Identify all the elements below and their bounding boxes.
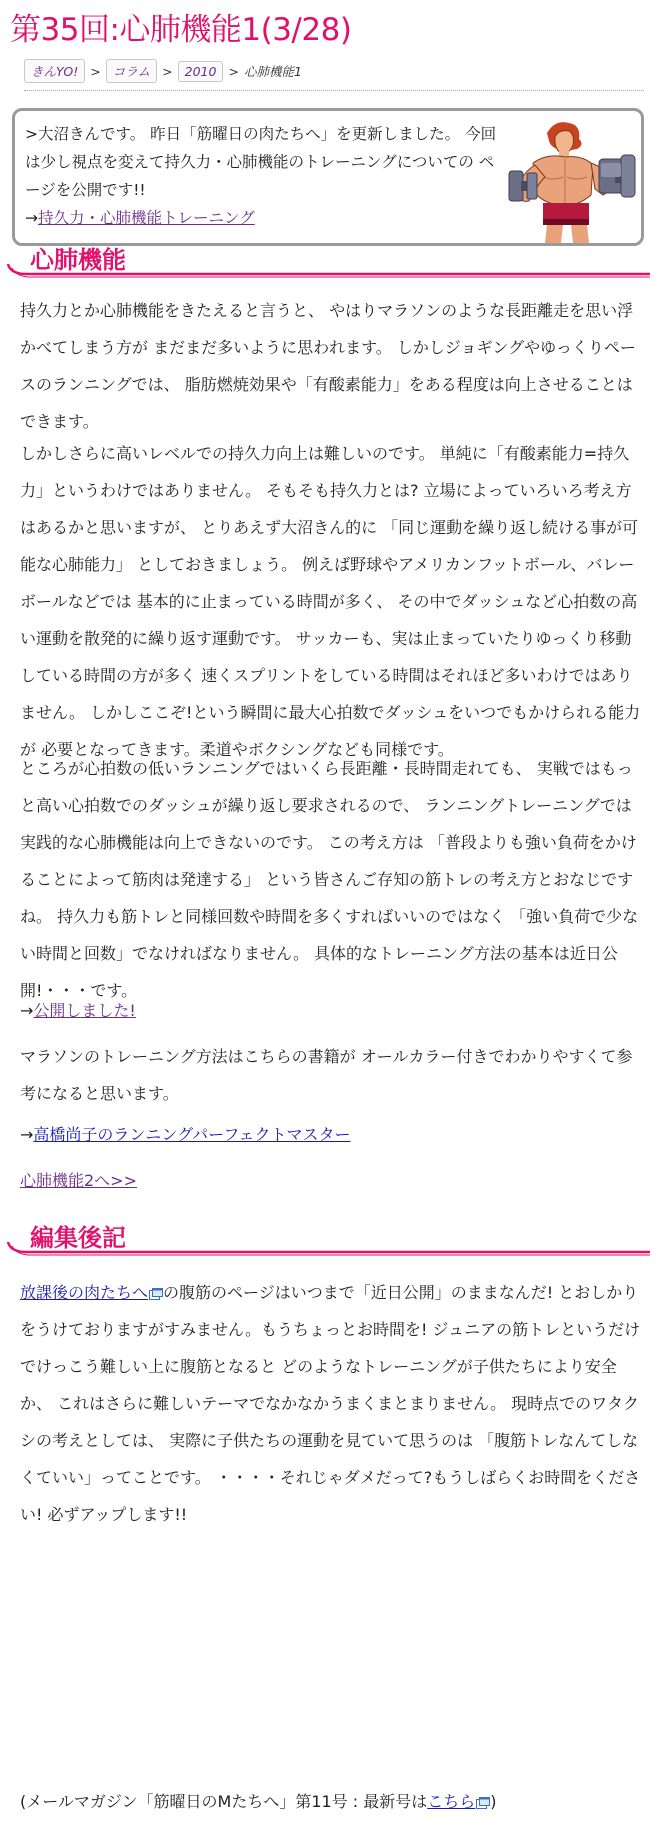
latest-issue-link[interactable]: こちら [427,1792,476,1811]
afterword-text: の腹筋のページはいつまで「近日公開」のままなんだ! とおしかりをうけておりますがすみません。もうちょっとお時間を! ジュニアの筋トレというだけでけっこう難しい上に腹筋となると どのようなトレーニングが子供たちにより安全か、 これはさらに難しいテーマでなかなかうまくまとまりません。 現時点でのワタクシの考えとしては、 実際に子供たちの運動を見ていて思うのは 「腹筋トレなんてしなくていい」ってことです。 ・・・・それじゃダメだって?もうしばらくお時間をください! 必ずアップします!! [20,1283,641,1524]
book-line [20,1116,642,1153]
published-arrow: → [20,1001,34,1020]
next-page-link[interactable]: 心肺機能2へ>> [20,1171,137,1190]
breadcrumb-separator: > [90,63,101,79]
newsletter-suffix: ) [490,1792,497,1811]
page-title: 第35回:心肺機能1(3/28) [10,12,352,48]
muscle-man-dumbbell-icon [507,115,637,245]
book-link[interactable]: 高橋尚子のランニングパーフェクトマスター [33,1125,351,1144]
update-notice-box [12,108,644,246]
breadcrumb-divider [24,90,644,91]
section-title-cardio: 心肺機能 [30,246,126,274]
breadcrumb-separator: > [228,63,239,79]
cardio-paragraph-2: しかしさらに高いレベルでの持久力向上は難しいのです。 単純に「有酸素能力=持久力」というわけではありません。 そもそも持久力とは? 立場によっていろいろ考え方はあるかと思いますが、 とりあえず大沼きん的に 「同じ運動を繰り返し続ける事が可能な心肺能力」 としておきましょう。 例えば野球やアメリカンフットボール、バレーボールなどでは 基本的に止まっている時間が多く、 その中でダッシュなど心拍数の高い運動を散発的に繰り返す運動です。 サッカーも、実は止まっていたりゆっくり移動している時間の方が多く 速くスプリントをしている時間はそれほど多いわけではありません。 しかしここぞ!という瞬間に最大心拍数でダッシュをいつでもかけられる能力が 必要となってきます。柔道やボクシングなども同様です。 [20,444,641,759]
breadcrumb-column[interactable]: コラム [106,59,157,83]
newsletter-prefix: (メールマガジン「筋曜日のMたちへ」第11号 : 最新号は [20,1792,428,1811]
breadcrumb-separator: > [162,63,173,79]
update-notice-text [25,120,501,232]
newsletter-footer [20,1783,642,1820]
section-underline [6,1240,652,1262]
breadcrumb-year[interactable]: 2010 [178,61,224,82]
cardio-paragraph-4: マラソンのトレーニング方法はこちらの書籍が オールカラー付きでわかりやすくて参考になると思います。 [20,1047,633,1103]
breadcrumb [24,59,302,83]
endurance-training-link[interactable]: 持久力・心肺機能トレーニング [38,209,255,227]
breadcrumb-home[interactable]: きんYO! [24,59,85,83]
notice-arrow: → [25,209,38,227]
section-underline [6,262,652,284]
published-link[interactable]: 公開しました! [33,1001,136,1020]
external-window-icon [149,1288,163,1300]
notice-message: >大沼きんです。 昨日「筋曜日の肉たちへ」を更新しました。 今回は少し視点を変えて持久力・心肺機能のトレーニングについての ページを公開です!! [25,125,497,199]
afterword-paragraph [20,1274,642,1533]
external-window-icon [476,1797,490,1809]
published-line [20,992,642,1029]
cardio-paragraph-1: 持久力とか心肺機能をきたえると言うと、 やはりマラソンのような長距離走を思い浮かべてしまう方が まだまだ多いように思われます。 しかしジョギングやゆっくりペースのランニングでは、 脂肪燃焼効果や「有酸素能力」をある程度は向上させることはできます。 [20,301,636,431]
next-line [20,1162,642,1199]
after-school-link[interactable]: 放課後の肉たちへ [20,1283,149,1302]
breadcrumb-current: 心肺機能1 [243,64,302,79]
section-title-afterword: 編集後記 [30,1224,126,1252]
book-arrow: → [20,1125,34,1144]
cardio-paragraph-3: ところが心拍数の低いランニングではいくら長距離・長時間走れても、 実戦ではもっと高い心拍数でのダッシュが繰り返し要求されるので、 ランニングトレーニングでは実践的な心肺機能は向上できないのです。 この考え方は 「普段よりも強い負荷をかけることによって筋肉は発達する」 という皆さんご存知の筋トレの考え方とおなじですね。 持久力も筋トレと同様回数や時間を多くすればいいのではなく 「強い負荷で少ない時間と回数」でなければなりません。 具体的なトレーニング方法の基本は近日公開!・・・です。 [20,759,639,1000]
